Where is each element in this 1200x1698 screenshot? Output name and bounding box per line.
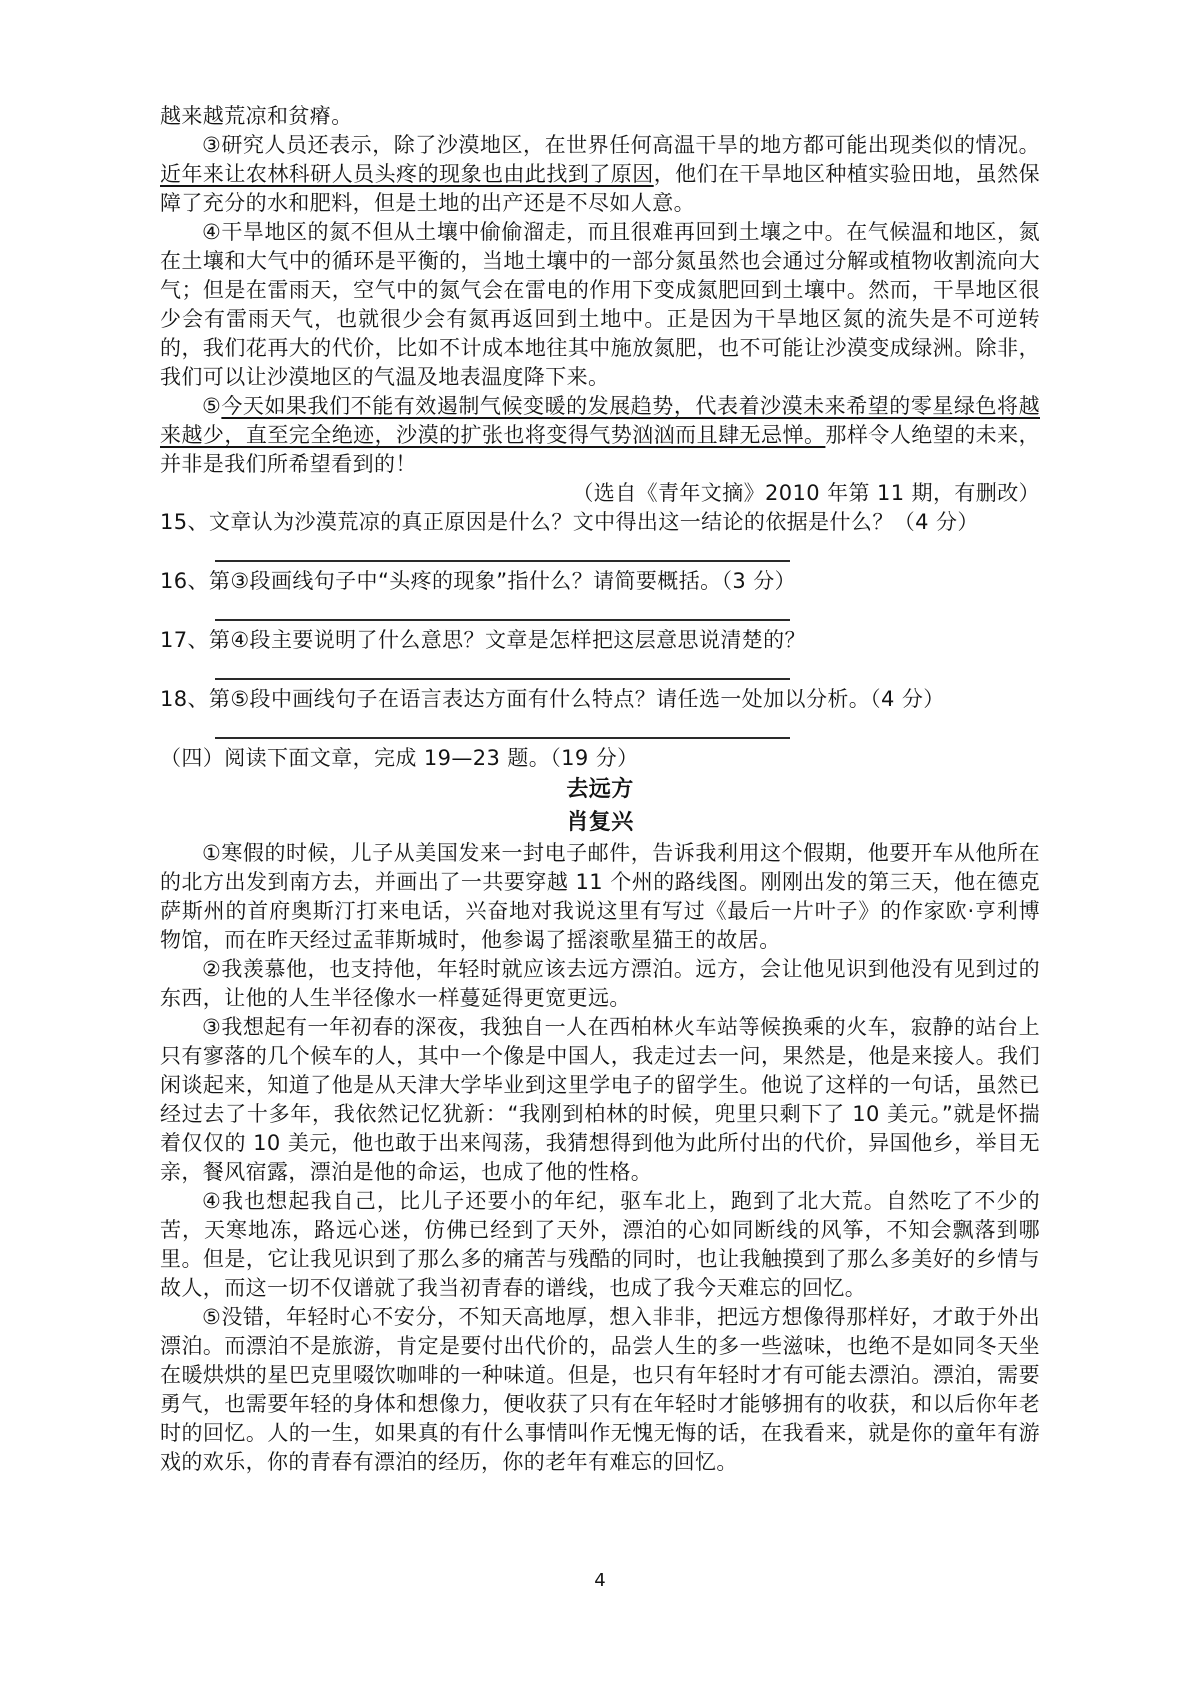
underlined-sentence: 近年来让农林科研人员头疼的现象也由此找到了原因 bbox=[160, 162, 654, 186]
source-attribution: （选自《青年文摘》2010 年第 11 期，有删改） bbox=[572, 481, 1040, 505]
paragraph-marker: ① bbox=[202, 841, 222, 865]
answer-blank-15 bbox=[160, 537, 1040, 567]
question-15 bbox=[160, 508, 1040, 537]
question-text: 第④段主要说明了什么意思？文章是怎样把这层意思说清楚的？ bbox=[208, 628, 806, 652]
article1-paragraph-3 bbox=[160, 131, 1040, 218]
paragraph-marker: ④ bbox=[202, 220, 222, 244]
section-4-heading: （四）阅读下面文章，完成 19—23 题。（19 分） bbox=[160, 746, 639, 770]
page-number: 4 bbox=[594, 1570, 606, 1591]
question-number: 17、 bbox=[160, 628, 209, 652]
paragraph-text: 干旱地区的氮不但从土壤中偷偷溜走，而且很难再回到土壤之中。在气候温和地区，氮在土壤和大气中的循环是平衡的，当地土壤中的一部分氮虽然也会通过分解或植物收割流向大气；但是在雷雨天，空气中的氮气会在雷电的作用下变成氮肥回到土壤中。然而，干旱地区很少会有雷雨天气，也就很少会有氮再返回到土地中。正是因为干旱地区氮的流失是不可逆转的，我们花再大的代价，比如不计成本地往其中施放氮肥，也不可能让沙漠变成绿洲。除非，我们可以让沙漠地区的气温及地表温度降下来。 bbox=[160, 220, 1040, 389]
question-text: 文章认为沙漠荒凉的真正原因是什么？文中得出这一结论的依据是什么？（4 分） bbox=[208, 510, 979, 534]
article1-continuation-line: 越来越荒凉和贫瘠。 bbox=[160, 104, 353, 128]
article2-paragraph-4 bbox=[160, 1187, 1040, 1303]
answer-line bbox=[215, 678, 790, 680]
question-16 bbox=[160, 567, 1040, 596]
question-18 bbox=[160, 685, 1040, 714]
answer-blank-18 bbox=[160, 714, 1040, 744]
answer-blank-17 bbox=[160, 655, 1040, 685]
article2-paragraph-1 bbox=[160, 839, 1040, 955]
article2-paragraph-5 bbox=[160, 1303, 1040, 1477]
paragraph-marker: ② bbox=[202, 957, 222, 981]
article1-paragraph-4 bbox=[160, 218, 1040, 392]
question-number: 16、 bbox=[160, 569, 209, 593]
paragraph-text: 没错，年轻时心不安分，不知天高地厚，想入非非，把远方想像得那样好，才敢于外出漂泊。而漂泊不是旅游，肯定是要付出代价的，品尝人生的多一些滋味，也绝不是如同冬天坐在暖烘烘的星巴克里啜饮咖啡的一种味道。但是，也只有年轻时才有可能去漂泊。漂泊，需要勇气，也需要年轻的身体和想像力，便收获了只有在年轻时才能够拥有的收获，和以后你年老时的回忆。人的一生，如果真的有什么事情叫作无愧无悔的话，在我看来，就是你的童年有游戏的欢乐，你的青春有漂泊的经历，你的老年有难忘的回忆。 bbox=[160, 1305, 1040, 1474]
paragraph-text: 我想起有一年初春的深夜，我独自一人在西柏林火车站等候换乘的火车，寂静的站台上只有寥落的几个候车的人，其中一个像是中国人，我走过去一问，果然是，他是来接人。我们闲谈起来，知道了他是从天津大学毕业到这里学电子的留学生。他说了这样的一句话，虽然已经过去了十多年，我依然记忆犹新：“我刚到柏林的时候，兜里只剩下了 10 美元。”就是怀揣着仅仅的 10 美元，他也敢于出来闯荡，我猜想得到他为此所付出的代价，异国他乡，举目无亲，餐风宿露，漂泊是他的命运，也成了他的性格。 bbox=[160, 1015, 1040, 1184]
question-number: 18、 bbox=[160, 687, 209, 711]
article2-paragraph-2 bbox=[160, 955, 1040, 1013]
answer-blank-16 bbox=[160, 596, 1040, 626]
answer-line bbox=[215, 560, 790, 562]
paragraph-marker: ⑤ bbox=[202, 1305, 222, 1329]
article2-paragraph-3 bbox=[160, 1013, 1040, 1187]
paragraph-marker: ③ bbox=[202, 1015, 222, 1039]
paragraph-marker: ③ bbox=[202, 133, 222, 157]
question-17 bbox=[160, 626, 1040, 655]
paragraph-text: 我也想起我自己，比儿子还要小的年纪，驱车北上，跑到了北大荒。自然吃了不少的苦，天寒地冻，路远心迷，仿佛已经到了天外，漂泊的心如同断线的风筝，不知会飘落到哪里。但是，它让我见识到了那么多的痛苦与残酷的同时，也让我触摸到了那么多美好的乡情与故人，而这一切不仅谱就了我当初青春的谱线，也成了我今天难忘的回忆。 bbox=[160, 1189, 1041, 1300]
question-text: 第⑤段中画线句子在语言表达方面有什么特点？请任选一处加以分析。（4 分） bbox=[208, 687, 945, 711]
answer-line bbox=[215, 737, 790, 739]
question-text: 第③段画线句子中“头疼的现象”指什么？请简要概括。（3 分） bbox=[208, 569, 797, 593]
article2-author: 肖复兴 bbox=[566, 810, 634, 835]
paragraph-text: 寒假的时候，儿子从美国发来一封电子邮件，告诉我利用这个假期，他要开车从他所在的北方出发到南方去，并画出了一共要穿越 11 个州的路线图。刚刚出发的第三天，他在德克萨斯州的首府奥斯汀打来电话，兴奋地对我说这里有写过《最后一片叶子》的作家欧·亨利博物馆，而在昨天经过孟菲斯城时，他参谒了摇滚歌星猫王的故居。 bbox=[160, 841, 1040, 952]
paragraph-text: 我羡慕他，也支持他，年轻时就应该去远方漂泊。远方，会让他见识到他没有见到过的东西，让他的人生半径像水一样蔓延得更宽更远。 bbox=[160, 957, 1040, 1010]
paragraph-text: ，他们在干旱地区种植实验田地，虽然保障了充分的水和肥料，但是土地的出产还是不尽如人意。 bbox=[160, 162, 1041, 215]
paragraph-text: 那样令人绝望的未来，并非是我们所希望看到的！ bbox=[160, 423, 1041, 476]
paragraph-text: 研究人员还表示，除了沙漠地区，在世界任何高温干旱的地方都可能出现类似的情况。 bbox=[221, 133, 1040, 157]
question-number: 15、 bbox=[160, 510, 209, 534]
paragraph-marker: ⑤ bbox=[202, 394, 222, 418]
answer-line bbox=[215, 619, 790, 621]
document-body bbox=[160, 102, 1040, 1477]
paragraph-marker: ④ bbox=[202, 1189, 222, 1213]
article2-title: 去远方 bbox=[566, 777, 634, 802]
underlined-sentence: 今天如果我们不能有效遏制气候变暖的发展趋势，代表着沙漠未来希望的零星绿色将越来越少，直至完全绝迹，沙漠的扩张也将变得气势汹汹而且肆无忌惮。 bbox=[160, 394, 1040, 447]
article1-paragraph-5 bbox=[160, 392, 1040, 479]
